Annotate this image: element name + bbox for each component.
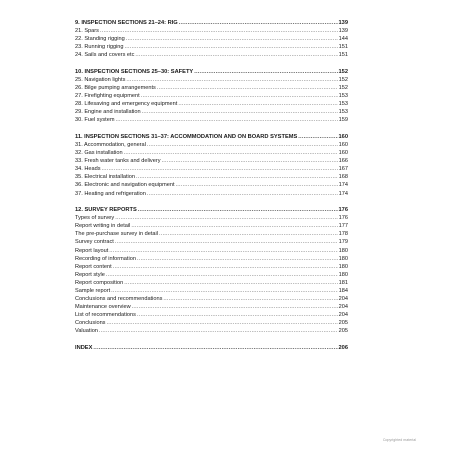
entry-title: Survey contract <box>75 239 114 246</box>
page-number: 152 <box>338 76 348 83</box>
toc-entry <box>75 279 348 287</box>
page-number: 153 <box>338 93 348 100</box>
toc-section-heading <box>75 19 348 27</box>
toc-entry <box>75 100 348 108</box>
dot-leader <box>147 190 338 198</box>
dot-leader <box>194 68 337 76</box>
toc-entry <box>75 303 348 311</box>
entry-title: 34. Heads <box>75 166 101 173</box>
entry-title: Conclusions and recommendations <box>75 296 163 303</box>
entry-title: The pre-purchase survey in detail <box>75 231 159 238</box>
dot-leader <box>106 319 337 327</box>
page-number: 152 <box>338 68 348 75</box>
page-number: 180 <box>338 255 348 262</box>
entry-title: Report content <box>75 263 112 270</box>
toc-section-heading <box>75 133 348 141</box>
toc-section <box>75 206 348 336</box>
entry-title: List of recommendations <box>75 312 136 319</box>
section-title: INDEX <box>75 344 93 351</box>
dot-leader <box>162 157 338 165</box>
toc-entry <box>75 222 348 230</box>
entry-title: 27. Firefighting equipment <box>75 93 140 100</box>
table-of-contents <box>75 19 348 360</box>
dot-leader <box>135 51 337 59</box>
dot-leader <box>141 92 338 100</box>
entry-title: 29. Engine and installation <box>75 109 141 116</box>
entry-title: Valuation <box>75 328 98 335</box>
page-number: 153 <box>338 101 348 108</box>
toc-entry <box>75 271 348 279</box>
page-number: 179 <box>338 239 348 246</box>
page-number: 152 <box>338 85 348 92</box>
dot-leader <box>137 255 338 263</box>
toc-entry <box>75 287 348 295</box>
toc-entry <box>75 165 348 173</box>
entry-title: Types of survey <box>75 215 115 222</box>
page-number: 151 <box>338 44 348 51</box>
toc-section <box>75 344 348 352</box>
entry-title: 22. Standing rigging <box>75 36 125 43</box>
page-number: 160 <box>338 142 348 148</box>
toc-entry <box>75 247 348 255</box>
dot-leader <box>102 165 338 173</box>
dot-leader <box>131 222 337 230</box>
page-number: 204 <box>338 312 348 319</box>
dot-leader <box>115 238 338 246</box>
toc-entry <box>75 230 348 238</box>
entry-title: Recording of information <box>75 255 136 262</box>
page-number: 139 <box>338 28 348 35</box>
page-number: 151 <box>338 52 348 59</box>
entry-title: Sample report <box>75 287 111 294</box>
dot-leader <box>106 271 338 279</box>
dot-leader <box>137 311 338 319</box>
toc-entry <box>75 238 348 246</box>
page-number: 167 <box>338 166 348 173</box>
toc-section <box>75 19 348 59</box>
page-number: 159 <box>338 117 348 124</box>
copyright-notice: Copyrighted material <box>382 438 416 442</box>
page-number: 180 <box>338 263 348 270</box>
page-number: 205 <box>338 320 348 327</box>
dot-leader <box>100 27 338 35</box>
dot-leader <box>159 230 338 238</box>
entry-title: 24. Sails and covers etc <box>75 52 135 59</box>
entry-title: 23. Running rigging <box>75 44 124 51</box>
dot-leader <box>179 19 338 27</box>
entry-title: Report writing in detail <box>75 223 131 230</box>
toc-section <box>75 133 348 198</box>
toc-section-heading <box>75 206 348 214</box>
dot-leader <box>125 43 338 51</box>
toc-entry <box>75 149 348 157</box>
page-number: 160 <box>338 150 348 157</box>
page-number: 160 <box>338 133 348 140</box>
entry-title: 21. Spars <box>75 28 99 35</box>
dot-leader <box>163 295 337 303</box>
toc-entry <box>75 295 348 303</box>
page-number: 168 <box>338 174 348 181</box>
entry-title: 33. Fresh water tanks and delivery <box>75 158 161 165</box>
dot-leader <box>113 263 338 271</box>
entry-title: 36. Electronic and navigation equipment <box>75 182 175 189</box>
toc-entry <box>75 214 348 222</box>
dot-leader <box>115 116 337 124</box>
toc-entry <box>75 76 348 84</box>
dot-leader <box>132 303 338 311</box>
entry-title: 31. Accommodation, general <box>75 142 146 148</box>
page-number: 184 <box>338 287 348 294</box>
entry-title: Maintenance overview <box>75 304 131 311</box>
dot-leader <box>142 108 338 116</box>
toc-entry <box>75 263 348 271</box>
dot-leader <box>99 327 338 335</box>
page-number: 204 <box>338 296 348 303</box>
page-number: 178 <box>338 231 348 238</box>
dot-leader <box>138 206 338 214</box>
section-title: 12. SURVEY REPORTS <box>75 207 137 214</box>
page-number: 174 <box>338 182 348 189</box>
toc-entry <box>75 43 348 51</box>
toc-section <box>75 68 348 125</box>
toc-entry <box>75 92 348 100</box>
entry-title: Report layout <box>75 247 109 254</box>
entry-title: Report composition <box>75 279 124 286</box>
page-number: 153 <box>338 109 348 116</box>
dot-leader <box>126 76 337 84</box>
page-number: 139 <box>338 20 348 26</box>
page-number: 204 <box>338 304 348 311</box>
dot-leader <box>93 344 337 352</box>
toc-entry <box>75 108 348 116</box>
page-number: 206 <box>338 344 348 351</box>
dot-leader <box>126 35 338 43</box>
toc-entry <box>75 319 348 327</box>
dot-leader <box>136 173 338 181</box>
entry-title: 32. Gas installation <box>75 150 123 157</box>
toc-entry <box>75 181 348 189</box>
dot-leader <box>124 279 337 287</box>
section-title: 9. INSPECTION SECTIONS 21–24: RIG <box>75 20 178 26</box>
page-number: 176 <box>338 215 348 222</box>
dot-leader <box>298 133 337 141</box>
entry-title: 37. Heating and refrigeration <box>75 190 146 197</box>
toc-entry <box>75 116 348 124</box>
page-number: 180 <box>338 271 348 278</box>
toc-entry <box>75 327 348 335</box>
entry-title: 28. Lifesaving and emergency equipment <box>75 101 178 108</box>
toc-section-heading <box>75 68 348 76</box>
toc-entry <box>75 141 348 149</box>
toc-entry <box>75 311 348 319</box>
dot-leader <box>147 141 338 149</box>
entry-title: 30. Fuel system <box>75 117 115 124</box>
toc-entry <box>75 173 348 181</box>
dot-leader <box>157 84 338 92</box>
toc-entry <box>75 255 348 263</box>
page-number: 144 <box>338 36 348 43</box>
toc-entry <box>75 35 348 43</box>
page-number: 174 <box>338 190 348 197</box>
section-title: 10. INSPECTION SECTIONS 25–30: SAFETY <box>75 68 194 75</box>
dot-leader <box>176 181 338 189</box>
toc-entry <box>75 190 348 198</box>
toc-entry <box>75 51 348 59</box>
page-number: 166 <box>338 158 348 165</box>
dot-leader <box>178 100 337 108</box>
section-title: 11. INSPECTION SECTIONS 31–37: ACCOMMODATION AND ON BOARD SYSTEMS <box>75 133 298 140</box>
page-number: 177 <box>338 223 348 230</box>
page-number: 205 <box>338 328 348 335</box>
dot-leader <box>111 287 338 295</box>
toc-section-heading <box>75 344 348 352</box>
page-number: 181 <box>338 279 348 286</box>
page-number: 180 <box>338 247 348 254</box>
dot-leader <box>124 149 338 157</box>
page-number: 176 <box>338 207 348 214</box>
entry-title: 35. Electrical installation <box>75 174 136 181</box>
entry-title: 25. Navigation lights <box>75 76 126 83</box>
toc-entry <box>75 27 348 35</box>
dot-leader <box>109 247 337 255</box>
entry-title: Conclusions <box>75 320 106 327</box>
dot-leader <box>115 214 337 222</box>
entry-title: Report style <box>75 271 105 278</box>
toc-entry <box>75 84 348 92</box>
toc-entry <box>75 157 348 165</box>
entry-title: 26. Bilge pumping arrangements <box>75 85 156 92</box>
